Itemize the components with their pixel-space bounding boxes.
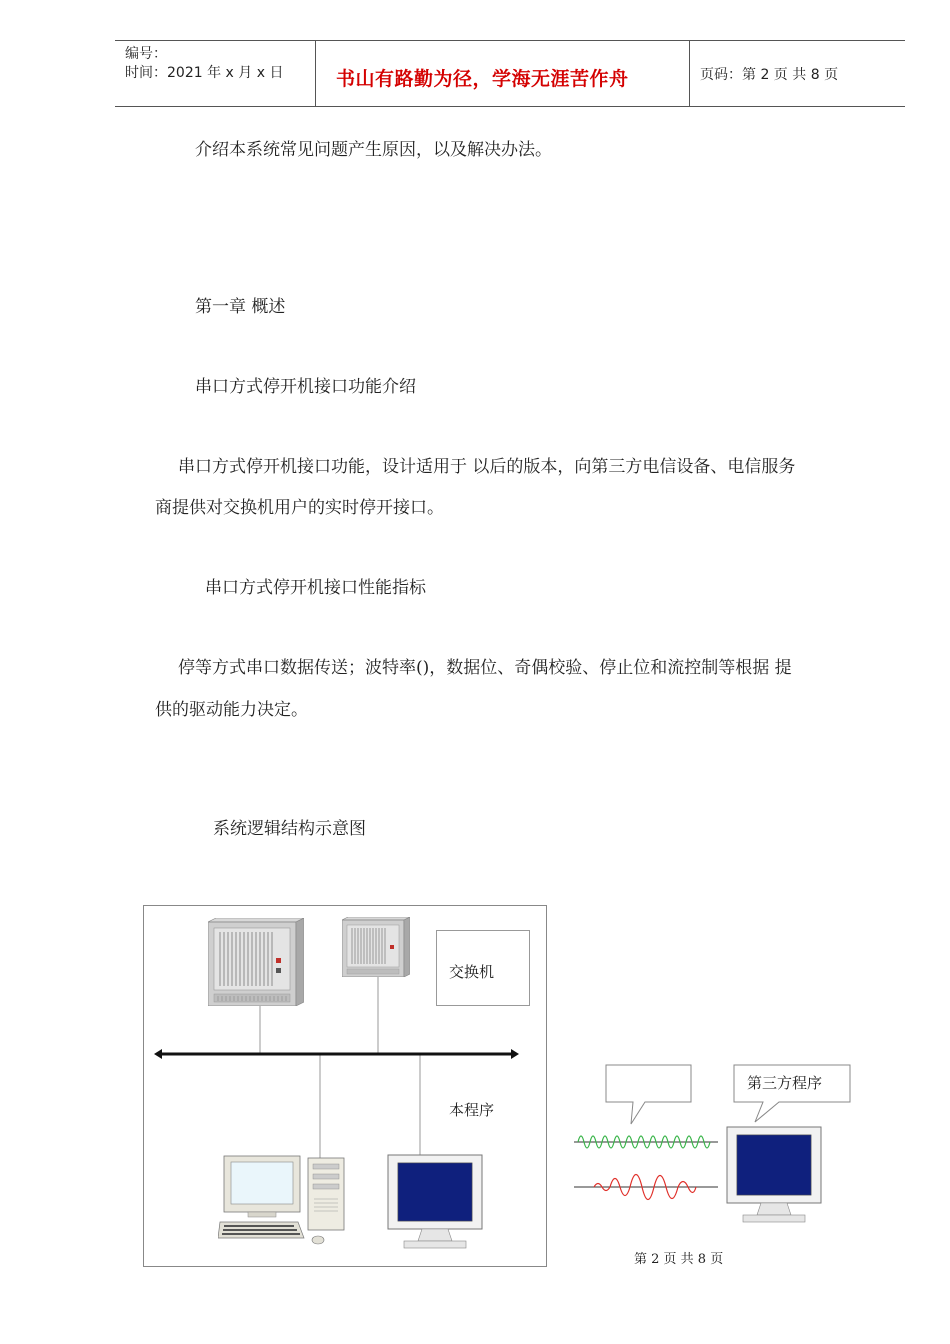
section2-text-line1: 停等方式串口数据传送；波特率()，数据位、奇偶校验、停止位和流控制等根据 提 [178, 658, 792, 678]
switch-label-box [436, 930, 530, 1006]
header-time-label: 时间：2021 年 x 月 x 日 [125, 65, 284, 81]
monitor-icon [386, 1153, 484, 1253]
desktop-computer-icon [218, 1154, 350, 1246]
intro-paragraph: 介绍本系统常见问题产生原因，以及解决办法。 [195, 140, 552, 160]
header-number-label: 编号： [125, 46, 167, 62]
chapter-heading: 第一章 概述 [195, 297, 286, 317]
footer-page-number: 第 2 页 共 8 页 [634, 1252, 724, 1267]
header-page-label: 页码：第 2 页 共 8 页 [700, 67, 839, 83]
monitor-icon [725, 1125, 823, 1227]
program-label: 本程序 [449, 1101, 495, 1119]
section1-title: 串口方式停开机接口功能介绍 [195, 377, 416, 397]
server-rack-icon [208, 918, 304, 1006]
server-rack-icon [342, 917, 410, 977]
switch-label: 交换机 [449, 963, 495, 981]
section2-title: 串口方式停开机接口性能指标 [205, 578, 426, 598]
third-party-label: 第三方程序 [747, 1074, 823, 1092]
section1-text-line2: 商提供对交换机用户的实时停开接口。 [155, 498, 444, 518]
header-motto: 书山有路勤为径，学海无涯苦作舟 [336, 68, 629, 90]
section1-text-line1: 串口方式停开机接口功能，设计适用于 以后的版本，向第三方电信设备、电信服务 [178, 457, 796, 477]
empty-callout [605, 1064, 695, 1126]
signal-waves [574, 1120, 720, 1204]
section2-text-line2: 供的驱动能力决定。 [155, 700, 308, 720]
figure-title: 系统逻辑结构示意图 [213, 819, 366, 839]
